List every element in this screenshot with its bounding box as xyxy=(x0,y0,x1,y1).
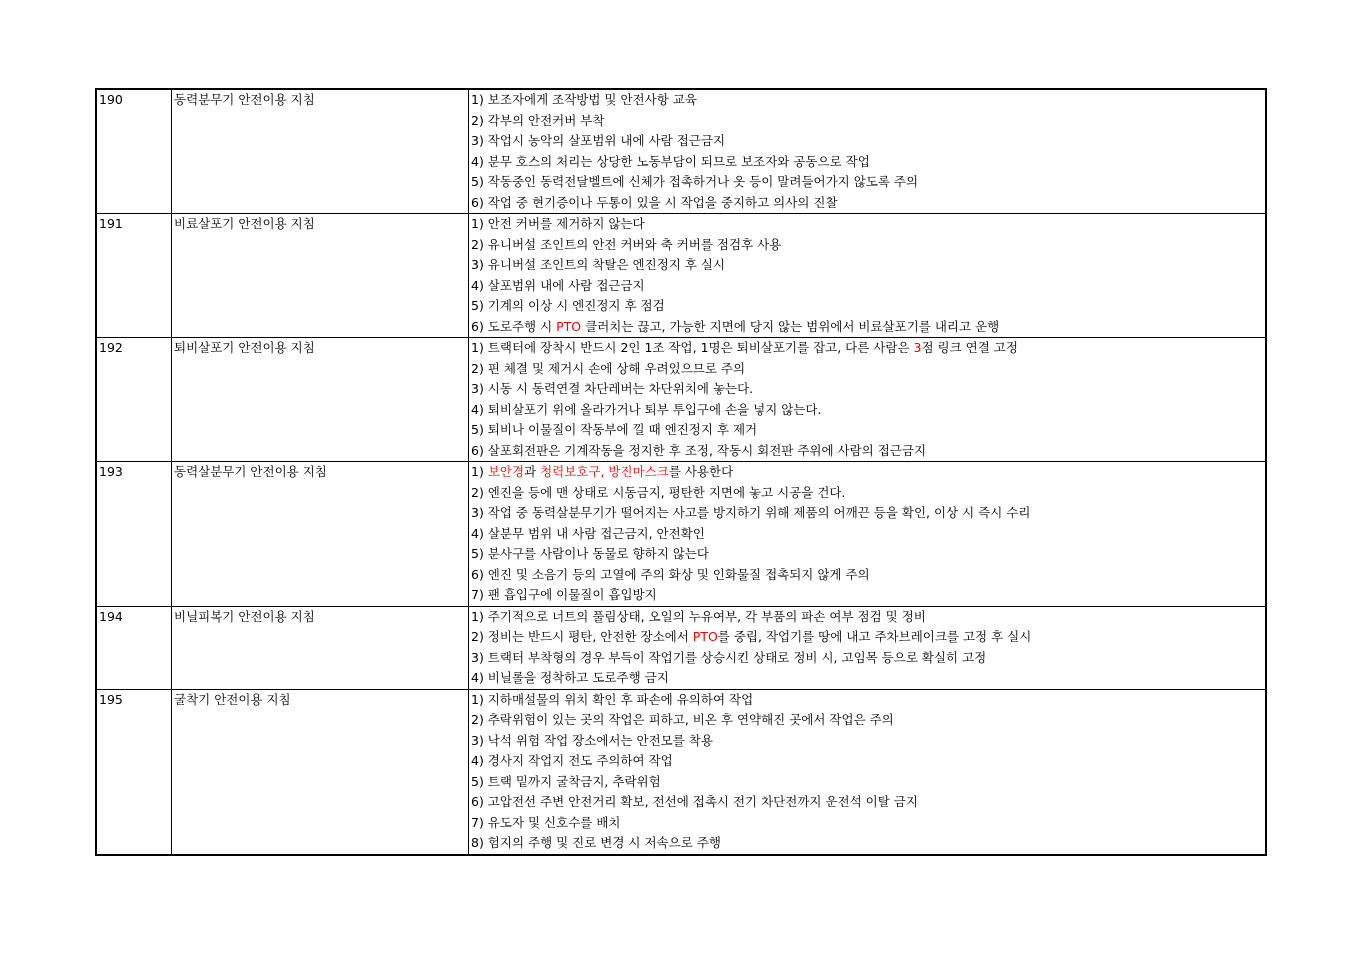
item-text: 8) 험지의 주행 및 진로 변경 시 저속으로 주행 xyxy=(471,835,721,850)
item-text: 를 사용한다 xyxy=(668,464,734,479)
guideline-item-cell xyxy=(469,544,1267,565)
guideline-item-cell xyxy=(469,462,1267,483)
guideline-number: 191 xyxy=(99,216,123,231)
guideline-number: 194 xyxy=(99,608,123,624)
guideline-item xyxy=(469,462,1265,483)
item-text: 1) 주기적으로 너트의 풀림상태, 오일의 누유여부, 각 부품의 파손 여부 점검 및 정비 xyxy=(471,608,926,624)
item-text: 를 중립, 작업기를 땅에 내고 주차브레이크를 고정 후 실시 xyxy=(717,629,1032,644)
item-text: 1) 트랙터에 장착시 반드시 2인 1조 작업, 1명은 퇴비살포기를 잡고, 다른 사람은 xyxy=(471,340,914,355)
guideline-number: 192 xyxy=(99,340,123,355)
table-row xyxy=(96,89,1266,111)
guideline-item xyxy=(469,379,1265,400)
guideline-number-cell xyxy=(96,606,172,689)
guideline-item xyxy=(469,503,1265,524)
guideline-number: 193 xyxy=(99,464,123,479)
guideline-item xyxy=(469,544,1265,565)
guideline-item xyxy=(469,317,1265,338)
guideline-number: 190 xyxy=(99,92,123,107)
item-text: 2) 엔진을 등에 맨 상태로 시동금지, 평탄한 지면에 놓고 시공을 건다. xyxy=(471,484,846,500)
guideline-title: 퇴비살포기 안전이용 지침 xyxy=(174,340,315,355)
guideline-item-cell xyxy=(469,524,1267,545)
guideline-item xyxy=(469,400,1265,421)
guideline-number-cell xyxy=(96,214,172,338)
item-text: 6) 고압전선 주변 안전거리 확보, 전선에 접촉시 전기 차단전까지 운전석 이탈 금지 xyxy=(471,794,918,809)
item-text: 2) 각부의 안전커버 부착 xyxy=(471,112,605,128)
item-text: 5) 트랙 밑까지 굴착금지, 추락위험 xyxy=(471,773,661,789)
item-text: 6) 도로주행 시 xyxy=(471,318,557,334)
guideline-item xyxy=(469,420,1265,441)
guideline-item xyxy=(469,833,1265,854)
guideline-item-cell xyxy=(469,710,1267,731)
item-text: 1) xyxy=(471,464,488,479)
item-text: 1) 지하매설물의 위치 확인 후 파손에 유의하여 작업 xyxy=(471,691,754,707)
guideline-item-cell xyxy=(469,255,1267,276)
guideline-item xyxy=(469,193,1265,214)
guideline-item-cell xyxy=(469,172,1267,193)
guideline-number-cell xyxy=(96,338,172,462)
guideline-item-cell xyxy=(469,338,1267,359)
guideline-number-cell xyxy=(96,462,172,607)
guideline-item-cell xyxy=(469,193,1267,214)
guideline-table-body xyxy=(96,89,1266,855)
guideline-title: 비료살포기 안전이용 지침 xyxy=(174,216,315,231)
highlighted-text: PTO xyxy=(692,629,718,644)
guideline-title-cell xyxy=(172,338,469,462)
item-text: 4) 살분무 범위 내 사람 접근금지, 안전확인 xyxy=(471,525,705,541)
guideline-title: 동력살분무기 안전이용 지침 xyxy=(174,464,327,479)
guideline-item xyxy=(469,235,1265,256)
guideline-item xyxy=(469,172,1265,193)
guideline-item-cell xyxy=(469,648,1267,669)
guideline-item xyxy=(469,338,1265,359)
item-text: 7) 유도자 및 신호수를 배치 xyxy=(471,814,621,830)
item-text: 5) 분사구를 사람이나 동물로 향하지 않는다 xyxy=(471,546,709,561)
guideline-item-cell xyxy=(469,441,1267,462)
guideline-title-cell xyxy=(172,462,469,607)
guideline-item xyxy=(469,152,1265,173)
guideline-item xyxy=(469,648,1265,669)
item-text: 3) 유니버설 조인트의 착탈은 엔진정지 후 실시 xyxy=(471,257,726,272)
guideline-item xyxy=(469,585,1265,606)
item-text: 1) 안전 커버를 제거하지 않는다 xyxy=(471,216,645,231)
table-row xyxy=(96,689,1266,710)
guideline-number-cell xyxy=(96,89,172,214)
item-text: 4) 경사지 작업지 전도 주의하여 작업 xyxy=(471,753,673,768)
guideline-item-cell xyxy=(469,111,1267,132)
guideline-item-cell xyxy=(469,214,1267,235)
guideline-item xyxy=(469,690,1265,711)
guideline-item xyxy=(469,792,1265,813)
guideline-item xyxy=(469,607,1265,628)
table-row xyxy=(96,462,1266,483)
guideline-item-cell xyxy=(469,379,1267,400)
item-text: 2) 추락위험이 있는 곳의 작업은 피하고, 비온 후 연약해진 곳에서 작업은 주의 xyxy=(471,712,894,727)
guideline-table xyxy=(95,88,1267,856)
highlighted-text: 3 xyxy=(913,340,922,355)
guideline-item-cell xyxy=(469,420,1267,441)
item-text: 3) 작업시 농악의 살포범위 내에 사람 접근금지 xyxy=(471,133,726,148)
item-text: 4) 퇴비살포기 위에 올라가거나 퇴부 투입구에 손을 넣지 않는다. xyxy=(471,401,822,417)
guideline-item xyxy=(469,668,1265,689)
guideline-item-cell xyxy=(469,359,1267,380)
item-text: 3) 시동 시 동력연결 차단레버는 차단위치에 놓는다. xyxy=(471,381,754,396)
table-row xyxy=(96,214,1266,235)
guideline-title-cell xyxy=(172,214,469,338)
guideline-item xyxy=(469,710,1265,731)
guideline-item xyxy=(469,255,1265,276)
item-text: 4) 비닐롤을 정착하고 도로주행 금지 xyxy=(471,670,669,685)
guideline-number-cell xyxy=(96,689,172,855)
item-text: 5) 기계의 이상 시 엔진정지 후 점검 xyxy=(471,298,665,313)
guideline-title-cell xyxy=(172,606,469,689)
item-text: 4) 살포범위 내에 사람 접근금지 xyxy=(471,277,645,293)
guideline-item-cell xyxy=(469,317,1267,338)
guideline-item-cell xyxy=(469,627,1267,648)
highlighted-text: 보안경 xyxy=(487,464,525,479)
guideline-item-cell xyxy=(469,585,1267,606)
item-text: 7) 팬 흡입구에 이물질이 흡입방지 xyxy=(471,587,657,602)
guideline-item-cell xyxy=(469,689,1267,710)
item-text: 3) 트랙터 부착형의 경우 부득이 작업기를 상승시킨 상태로 정비 시, 고임목 등으로 확실히 고정 xyxy=(471,649,987,665)
table-row xyxy=(96,338,1266,359)
item-text: 6) 엔진 및 소음기 등의 고열에 주의 화상 및 인화물질 접촉되지 않게 주의 xyxy=(471,566,870,582)
guideline-number: 195 xyxy=(99,691,123,707)
guideline-item-cell xyxy=(469,400,1267,421)
guideline-item xyxy=(469,359,1265,380)
item-text: 4) 분무 호스의 처리는 상당한 노동부담이 되므로 보조자와 공동으로 작업 xyxy=(471,153,870,169)
guideline-item-cell xyxy=(469,668,1267,689)
item-text: 점 링크 연결 고정 xyxy=(921,340,1018,355)
guideline-item-cell xyxy=(469,731,1267,752)
guideline-item xyxy=(469,214,1265,235)
guideline-item xyxy=(469,90,1265,111)
guideline-item-cell xyxy=(469,503,1267,524)
item-text: 2) 정비는 반드시 평탄, 안전한 장소에서 xyxy=(471,629,693,644)
guideline-item xyxy=(469,627,1265,648)
guideline-item-cell xyxy=(469,131,1267,152)
item-text: 5) 작동중인 동력전달벨트에 신체가 접촉하거나 옷 등이 말려들어가지 않도록 주의 xyxy=(471,174,919,189)
item-text: 6) 살포회전판은 기계작동을 정지한 후 조정, 작동시 회전판 주위에 사람의 접근금지 xyxy=(471,442,927,458)
item-text: 3) 낙석 위험 작업 장소에서는 안전모를 착용 xyxy=(471,732,713,748)
guideline-item xyxy=(469,276,1265,297)
guideline-item xyxy=(469,731,1265,752)
guideline-title: 굴착기 안전이용 지침 xyxy=(174,691,291,707)
item-text: 2) 유니버설 조인트의 안전 커버와 축 커버를 점검후 사용 xyxy=(471,236,782,252)
guideline-item-cell xyxy=(469,792,1267,813)
item-text: 1) 보조자에게 조작방법 및 안전사항 교육 xyxy=(471,92,697,107)
guideline-title-cell xyxy=(172,89,469,214)
guideline-item xyxy=(469,441,1265,462)
guideline-item-cell xyxy=(469,751,1267,772)
guideline-title-cell xyxy=(172,689,469,855)
guideline-item-cell xyxy=(469,89,1267,111)
guideline-item xyxy=(469,565,1265,586)
guideline-item-cell xyxy=(469,296,1267,317)
item-text: 클러치는 끊고, 가능한 지면에 당지 않는 범위에서 비료살포기를 내리고 운행 xyxy=(581,318,1000,334)
guideline-item-cell xyxy=(469,772,1267,793)
guideline-item-cell xyxy=(469,606,1267,627)
highlighted-text: 청력보호구, 방진마스크 xyxy=(540,464,669,479)
table-row xyxy=(96,606,1266,627)
item-text: 과 xyxy=(524,464,541,479)
guideline-item xyxy=(469,524,1265,545)
guideline-title: 동력분무기 안전이용 지침 xyxy=(174,92,315,107)
item-text: 3) 작업 중 동력살분무기가 떨어지는 사고를 방지하기 위해 제품의 어깨끈 등을 확인, 이상 시 즉시 수리 xyxy=(471,505,1031,520)
item-text: 6) 작업 중 현기증이나 두통이 있을 시 작업을 중지하고 의사의 진찰 xyxy=(471,194,838,210)
guideline-item xyxy=(469,296,1265,317)
guideline-item-cell xyxy=(469,276,1267,297)
guideline-item-cell xyxy=(469,152,1267,173)
item-text: 5) 퇴비나 이물질이 작동부에 낄 때 엔진정지 후 제거 xyxy=(471,422,758,437)
guideline-item-cell xyxy=(469,235,1267,256)
highlighted-text: PTO xyxy=(556,318,582,334)
guideline-item xyxy=(469,813,1265,834)
guideline-item-cell xyxy=(469,813,1267,834)
guideline-item-cell xyxy=(469,483,1267,504)
guideline-item xyxy=(469,111,1265,132)
guideline-item-cell xyxy=(469,565,1267,586)
guideline-title: 비닐피복기 안전이용 지침 xyxy=(174,608,315,624)
guideline-item xyxy=(469,772,1265,793)
guideline-item xyxy=(469,131,1265,152)
guideline-item-cell xyxy=(469,833,1267,855)
item-text: 2) 핀 체결 및 제거시 손에 상해 우려있으므로 주의 xyxy=(471,360,746,376)
guideline-item xyxy=(469,483,1265,504)
guideline-item xyxy=(469,751,1265,772)
